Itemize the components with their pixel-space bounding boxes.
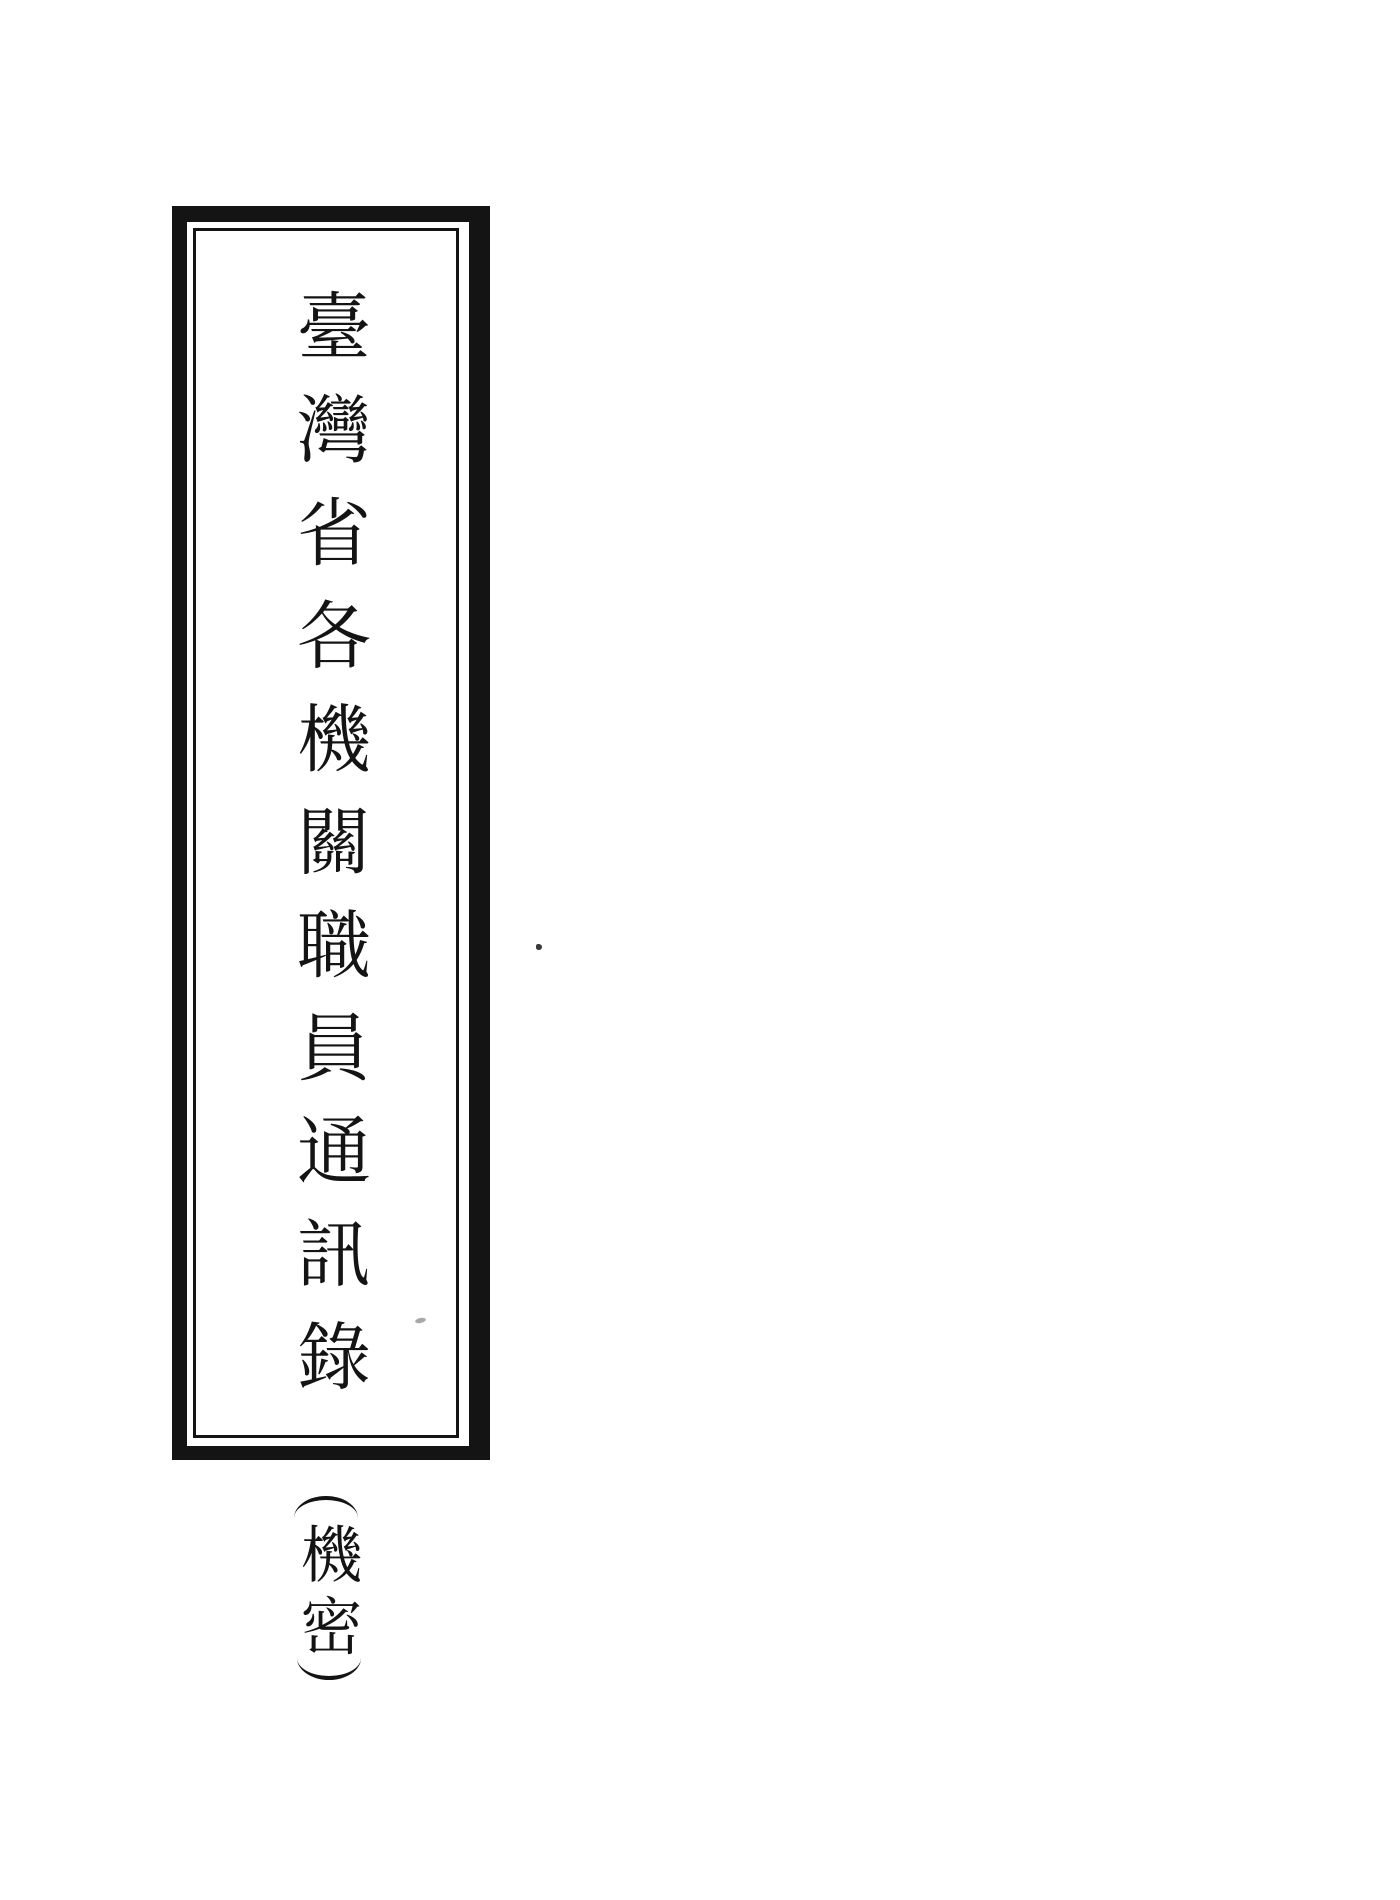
vertical-paren-close bbox=[297, 1658, 361, 1680]
classification-label: 機密 bbox=[290, 1522, 363, 1666]
vertical-paren-open bbox=[294, 1496, 358, 1518]
scan-speck bbox=[536, 944, 542, 950]
book-title: 臺灣省各機關職員通訊錄 bbox=[285, 288, 371, 1421]
